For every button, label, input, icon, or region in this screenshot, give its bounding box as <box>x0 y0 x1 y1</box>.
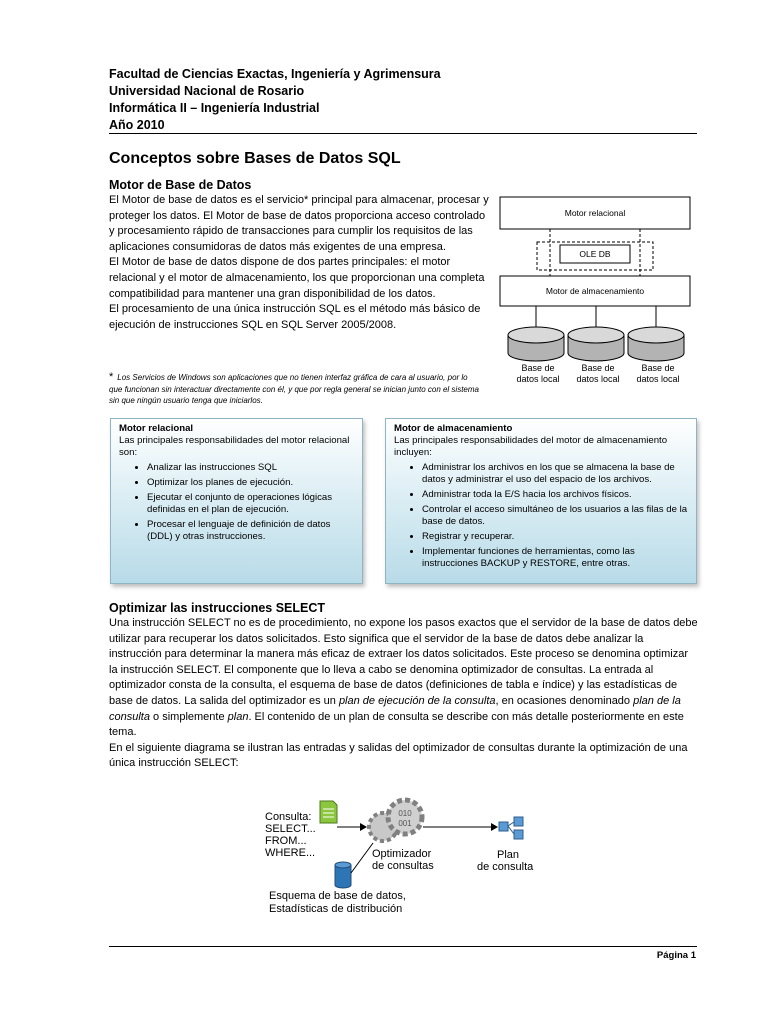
query-label-line1: Consulta: <box>265 811 312 823</box>
list-item: • Implementar funciones de herramientas, como las instrucciones BACKUP y RESTORE, entre otras. <box>422 546 688 570</box>
select-paragraph-1: Una instrucción SELECT no es de procedimiento, no expone los pasos exactos que el servidor de la base de datos debe utilizar para recuperar los datos solicitados. Esto significa que el servidor de la base de datos debe analizar la instrucción para determinar la manera más eficaz de extraer los datos solicitados. Este proceso se denomina optimizar la instrucción SELECT. El componente que lo lleva a cabo se denomina optimizador de consultas. La entrada al optimizador consta de la consulta, el esquema de base de datos (definiciones de tabla e índice) y las estadísticas de base de datos. La salida del optimizador es un plan de ejecución de la consulta, en ocasiones denominado plan de la consulta o simplemente plan. El contenido de un plan de consulta se describe con más detalle posteriormente en este tema. <box>109 617 698 739</box>
select-heading: Optimizar las instrucciones SELECT <box>109 601 326 615</box>
footnote-marker: * <box>109 371 114 383</box>
database-cylinder-1 <box>508 327 564 361</box>
db2-label-line2: datos local <box>576 374 620 384</box>
motor-heading: Motor de Base de Datos <box>109 178 252 192</box>
schema-label-line2: Estadísticas de distribución <box>269 903 403 915</box>
footnote-text: Los Servicios de Windows son aplicaciones que no tienen interfaz gráfica de cara al usuario, por lo que funcionan sin interactuar directamente con él, y que por regla general se inician junto con el sistema sin que ningún usuario tenga que iniciarlos. <box>109 373 479 405</box>
list-item: • Registrar y recuperar. <box>422 531 688 543</box>
schema-arrow <box>351 843 373 873</box>
relational-engine-label: Motor relacional <box>564 208 626 218</box>
select-paragraph-2: En el siguiente diagrama se ilustran las entradas y salidas del optimizador de consultas durante la optimización de una única instrucción SELECT: <box>109 741 688 770</box>
motor-text <box>109 193 489 333</box>
db2-label-line1: Base de <box>581 363 615 373</box>
header-course: Informática II – Ingeniería Industrial <box>109 101 320 115</box>
document-header <box>109 66 441 134</box>
engine-architecture-diagram <box>490 190 700 390</box>
motor-paragraph-2: El Motor de base de datos dispone de dos partes principales: el motor relacional y el motor de almacenamiento, los que proporcionan una completa compatibilidad para mantener una gran disponibilidad de los datos. <box>109 256 485 300</box>
gear-digits-line2: 001 <box>398 819 412 828</box>
header-university: Universidad Nacional de Rosario <box>109 84 305 98</box>
gear-icon <box>369 800 422 841</box>
list-item: • Administrar toda la E/S hacia los archivos físicos. <box>422 489 688 501</box>
storage-engine-label: Motor de almacenamiento <box>545 286 645 296</box>
database-cylinder-3 <box>628 327 684 361</box>
query-document-icon <box>320 801 337 823</box>
schema-database-icon <box>335 862 351 888</box>
optimizer-label-line2: de consultas <box>372 860 434 872</box>
optimizer-label-line1: Optimizador <box>372 848 432 860</box>
storage-callout-intro: Las principales responsabilidades del motor de almacenamiento incluyen: <box>394 435 668 458</box>
motor-paragraph-1: El Motor de base de datos es el servicio* principal para almacenar, procesar y proteger los datos. El Motor de base de datos proporciona acceso controlado y procesamiento rápido de transacciones para cumplir los requisitos de las aplicaciones consumidoras de datos más exigentes de una empresa. <box>109 194 489 253</box>
plan-label-line1: Plan <box>497 849 520 861</box>
execution-plan-icon <box>499 817 523 839</box>
select-text <box>109 616 699 772</box>
motor-paragraph-3: El procesamiento de una única instrucción SQL es el método más básico de ejecución de instrucciones SQL en SQL Server 2005/2008. <box>109 303 481 331</box>
page-title: Conceptos sobre Bases de Datos SQL <box>109 150 401 167</box>
footnote <box>109 372 479 407</box>
list-item: • Optimizar los planes de ejecución. <box>147 477 354 489</box>
oledb-label: OLE DB <box>579 249 611 259</box>
db1-label-line2: datos local <box>516 374 560 384</box>
relational-engine-callout <box>110 418 363 584</box>
db3-label-line2: datos local <box>636 374 680 384</box>
db1-label-line1: Base de <box>521 363 555 373</box>
list-item: • Administrar los archivos en los que se almacena la base de datos y administrar el uso del espacio de los archivos. <box>422 462 688 486</box>
query-label-line2: SELECT... <box>265 823 316 835</box>
header-year: Año 2010 <box>109 118 165 132</box>
db3-label-line1: Base de <box>641 363 675 373</box>
page-number: Página 1 <box>656 950 696 961</box>
header-faculty: Facultad de Ciencias Exactas, Ingeniería y Agrimensura <box>109 67 441 81</box>
database-cylinder-2 <box>568 327 624 361</box>
header-rule <box>109 133 697 134</box>
plan-label-line2: de consulta <box>477 861 534 873</box>
footer-rule <box>109 946 697 947</box>
query-label-line3: FROM... <box>265 835 307 847</box>
relational-callout-heading: Motor relacional <box>119 423 194 434</box>
list-item: • Controlar el acceso simultáneo de los usuarios a las filas de la base de datos. <box>422 504 688 528</box>
relational-callout-intro: Las principales responsabilidades del motor relacional son: <box>119 435 350 458</box>
list-item: • Analizar las instrucciones SQL <box>147 462 354 474</box>
gear-digits-line1: 010 <box>398 809 412 818</box>
storage-callout-heading: Motor de almacenamiento <box>394 423 513 434</box>
list-item: • Ejecutar el conjunto de operaciones lógicas definidas en el plan de ejecución. <box>147 492 354 516</box>
query-optimizer-diagram <box>255 795 555 925</box>
schema-label-line1: Esquema de base de datos, <box>269 890 406 902</box>
relational-callout-list <box>119 462 354 543</box>
storage-callout-list <box>394 462 688 570</box>
query-label-line4: WHERE... <box>265 847 316 859</box>
storage-engine-callout <box>385 418 697 584</box>
list-item: • Procesar el lenguaje de definición de datos (DDL) y otras instrucciones. <box>147 519 354 543</box>
